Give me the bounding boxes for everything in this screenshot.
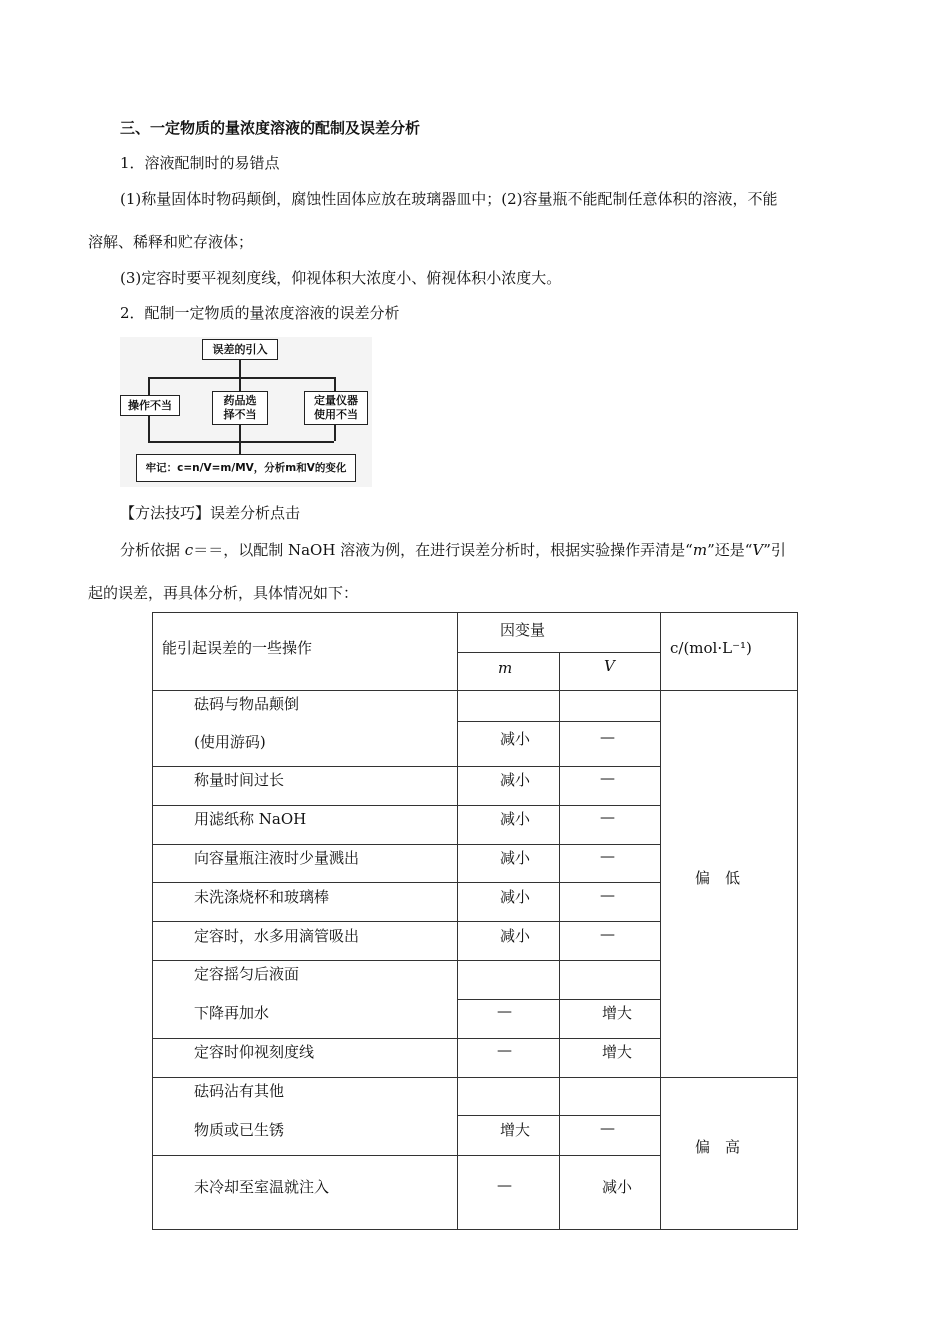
item2-heading: 2．配制一定物质的量浓度溶液的误差分析 — [120, 304, 400, 322]
table-row-m: 减小 — [500, 888, 531, 906]
table-row-op: 称量时间过长 — [194, 771, 285, 789]
table-border — [152, 690, 798, 691]
table-border — [152, 844, 660, 845]
table-row-v: — — [600, 925, 615, 943]
table-row-op: 定容时，水多用滴管吸出 — [194, 927, 360, 945]
method-line1-d: ”还是“ — [707, 541, 753, 559]
diagram-left-box: 操作不当 — [120, 395, 180, 416]
table-row-v: 增大 — [602, 1004, 633, 1022]
diagram-connector — [148, 377, 334, 379]
item1-line2: 溶解、稀释和贮存液体； — [88, 233, 254, 251]
section-title: 三、一定物质的量浓度溶液的配制及误差分析 — [120, 119, 421, 137]
header-operation: 能引起误差的一些操作 — [162, 639, 313, 657]
item1-line1: (1)称量固体时物码颠倒，腐蚀性固体应放在玻璃器皿中；(2)容量瓶不能配制任意体积的溶液，不能 — [120, 190, 778, 208]
table-row-m: 减小 — [500, 771, 531, 789]
header-variable: 因变量 — [500, 621, 546, 639]
item1-heading: 1．溶液配制时的易错点 — [120, 154, 280, 172]
table-row-v: — — [600, 1119, 615, 1137]
method-line1 — [120, 540, 786, 560]
table-row-v: 减小 — [602, 1178, 633, 1196]
table-row-op: 未冷却至室温就注入 — [194, 1178, 330, 1196]
method-line1-v: V — [752, 541, 764, 559]
table-border — [152, 612, 153, 1230]
diagram-top-box: 误差的引入 — [202, 339, 278, 360]
table-border — [152, 612, 798, 613]
table-row-v: — — [600, 769, 615, 787]
table-border — [152, 1229, 798, 1230]
diagram-connector — [239, 359, 241, 377]
diagram-connector — [148, 415, 150, 441]
method-line1-b: ＝＝，以配制 NaOH 溶液为例，在进行误差分析时，根据实验操作弄清是“ — [193, 541, 693, 559]
table-row-op: 物质或已生锈 — [194, 1121, 285, 1139]
item1-line3: (3)定容时要平视刻度线，仰视体积大浓度小、俯视体积小浓度大。 — [120, 269, 562, 287]
table-row-m: 减小 — [500, 927, 531, 945]
header-v: V — [604, 657, 615, 675]
table-border — [152, 960, 660, 961]
table-row-m: — — [497, 1041, 512, 1059]
header-concentration: c/(mol·L⁻¹) — [670, 639, 752, 657]
method-line1-a: 分析依据 — [120, 541, 185, 559]
table-row-op: 砝码与物品颠倒 — [194, 695, 300, 713]
method-line1-c: c — [184, 541, 194, 559]
table-border — [457, 612, 458, 1230]
diagram-right-box — [304, 391, 368, 425]
table-row-op: 未洗涤烧杯和玻璃棒 — [194, 888, 330, 906]
table-border — [559, 652, 560, 1230]
diagram-connector — [148, 441, 334, 443]
table-row-m: — — [497, 1002, 512, 1020]
header-m: m — [498, 659, 513, 677]
diagram-connector — [239, 377, 241, 391]
diagram-right-line2: 使用不当 — [314, 408, 358, 421]
table-border — [152, 1155, 660, 1156]
table-row-m: 减小 — [500, 810, 531, 828]
table-row-op: 向容量瓶注液时少量溅出 — [194, 849, 360, 867]
table-row-m: 增大 — [500, 1121, 531, 1139]
diagram-formula-box: 牢记：c=n/V=m/MV，分析m和V的变化 — [136, 454, 356, 482]
table-row-op: 砝码沾有其他 — [194, 1082, 285, 1100]
table-border — [152, 766, 660, 767]
table-row-op: 定容摇匀后液面 — [194, 965, 300, 983]
table-border — [797, 612, 798, 1230]
diagram-connector — [148, 377, 150, 395]
table-border — [152, 805, 660, 806]
method-line2: 起的误差，再具体分析，具体情况如下： — [88, 584, 359, 602]
method-heading: 【方法技巧】误差分析点击 — [120, 504, 301, 522]
table-row-op: (使用游码) — [194, 733, 266, 751]
table-row-m: — — [497, 1176, 512, 1194]
table-row-m: 减小 — [500, 849, 531, 867]
table-border — [152, 1077, 798, 1078]
table-row-v: — — [600, 847, 615, 865]
table-border — [152, 1038, 660, 1039]
table-row-v: — — [600, 728, 615, 746]
diagram-right-line1: 定量仪器 — [314, 394, 358, 407]
diagram-connector — [334, 424, 336, 441]
method-line1-m: m — [692, 541, 708, 559]
result-low: 偏 低 — [695, 869, 741, 887]
table-border — [152, 882, 660, 883]
diagram-middle-box — [212, 391, 268, 425]
error-source-diagram — [120, 337, 372, 487]
diagram-middle-line1: 药品选 — [223, 394, 257, 407]
table-border — [660, 612, 661, 1230]
diagram-middle-line2: 择不当 — [223, 408, 257, 421]
error-analysis-table — [152, 612, 798, 1230]
table-row-op: 定容时仰视刻度线 — [194, 1043, 315, 1061]
table-row-v: 增大 — [602, 1043, 633, 1061]
table-row-op: 下降再加水 — [194, 1004, 270, 1022]
table-row-m: 减小 — [500, 730, 531, 748]
method-line1-e: ”引 — [763, 541, 786, 559]
table-row-v: — — [600, 808, 615, 826]
table-row-op: 用滤纸称 NaOH — [194, 810, 307, 828]
diagram-connector — [239, 424, 241, 454]
result-high: 偏 高 — [695, 1138, 741, 1156]
table-border — [152, 921, 660, 922]
table-row-v: — — [600, 886, 615, 904]
